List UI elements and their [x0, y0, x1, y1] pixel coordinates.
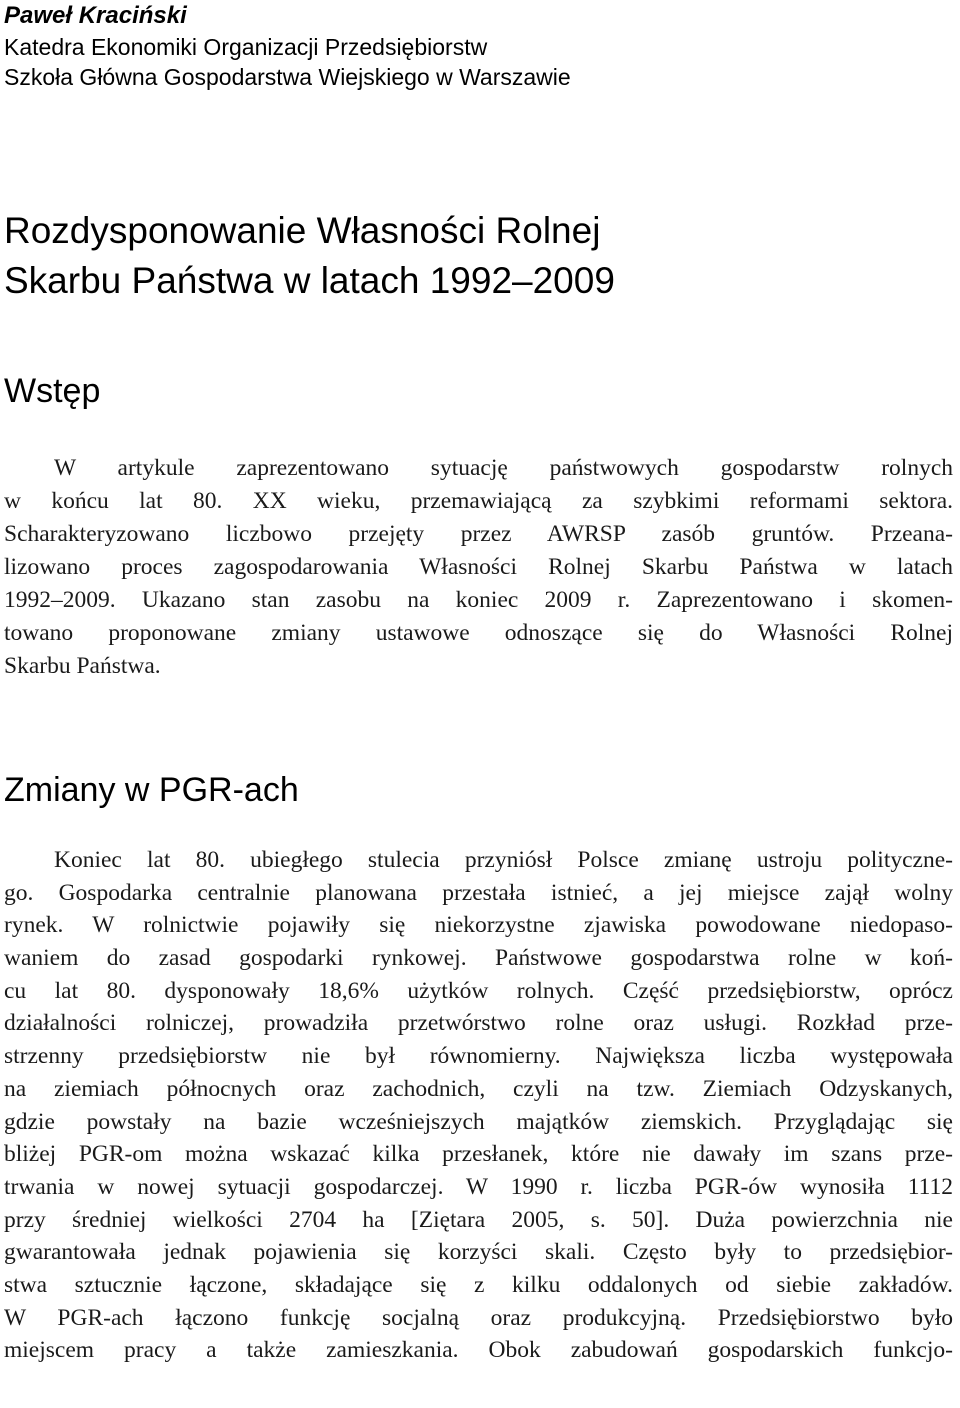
pgr-paragraph	[4, 844, 953, 1367]
paragraph-line: go. Gospodarka centralnie planowana przestała istnieć, a jej miejsce zajął wolny	[4, 879, 953, 906]
intro-paragraph	[4, 452, 953, 683]
paragraph-line: rynek. W rolnictwie pojawiły się niekorzystne zjawiska powodowane niedopaso-	[4, 912, 953, 939]
paragraph-line: towano proponowane zmiany ustawowe odnoszące się do Własności Rolnej	[4, 620, 953, 646]
author-block	[4, 0, 954, 92]
paragraph-line: Scharakteryzowano liczbowo przejęty przez AWRSP zasób gruntów. Przeana-	[4, 521, 953, 547]
author-university: Szkoła Główna Gospodarstwa Wiejskiego w Warszawie	[4, 64, 571, 90]
paragraph-line: bliżej PGR-om można wskazać kilka przesłanek, które nie dawały im szans prze-	[4, 1141, 953, 1168]
paragraph-line: cu lat 80. dysponowały 18,6% użytków rolnych. Część przedsiębiorstw, oprócz	[4, 977, 953, 1004]
paragraph-line: przy średniej wielkości 2704 ha [Ziętara 2005, s. 50]. Duża powierzchnia nie	[4, 1206, 953, 1233]
paragraph-line: waniem do zasad gospodarki rynkowej. Państwowe gospodarstwa rolne w koń-	[4, 945, 953, 972]
paragraph-line: gdzie powstały na bazie wcześniejszych majątków ziemskich. Przyglądając się	[4, 1108, 953, 1135]
paragraph-line: stwa sztucznie łączone, składające się z kilku oddalonych od siebie zakładów.	[4, 1271, 953, 1298]
paragraph-line: w końcu lat 80. XX wieku, przemawiającą za szybkimi reformami sektora.	[4, 488, 953, 514]
paragraph-line: trwania w nowej sytuacji gospodarczej. W 1990 r. liczba PGR-ów wynosiła 1112	[4, 1173, 953, 1200]
author-name: Paweł Kraciński	[4, 2, 187, 29]
paragraph-line: gwarantowała jednak pojawienia się korzyści skali. Często były to przedsiębior-	[4, 1239, 953, 1266]
paragraph-line: działalności rolniczej, prowadziła przetwórstwo rolne oraz usługi. Rozkład prze-	[4, 1010, 953, 1037]
paragraph-line: miejscem pracy a także zamieszkania. Obok zabudowań gospodarskich funkcjo-	[4, 1337, 953, 1364]
article-title-line-1: Rozdysponowanie Własności Rolnej	[4, 210, 601, 251]
paragraph-line: strzenny przedsiębiorstw nie był równomierny. Największa liczba występowała	[4, 1043, 953, 1070]
section-heading-intro: Wstęp	[4, 372, 101, 410]
paragraph-line: Skarbu Państwa.	[4, 653, 161, 679]
author-department: Katedra Ekonomiki Organizacji Przedsiębiorstw	[4, 34, 488, 60]
article-title	[4, 206, 954, 306]
section-heading-pgr: Zmiany w PGR-ach	[4, 771, 299, 809]
paragraph-line: na ziemiach północnych oraz zachodnich, czyli na tzw. Ziemiach Odzyskanych,	[4, 1075, 953, 1102]
paragraph-line: 1992–2009. Ukazano stan zasobu na koniec 2009 r. Zaprezentowano i skomen-	[4, 587, 953, 613]
paragraph-line: lizowano proces zagospodarowania Własności Rolnej Skarbu Państwa w latach	[4, 554, 953, 580]
paragraph-line: W artykule zaprezentowano sytuację państwowych gospodarstw rolnych	[54, 455, 953, 481]
paragraph-line: W PGR-ach łączono funkcję socjalną oraz produkcyjną. Przedsiębiorstwo było	[4, 1304, 953, 1331]
paragraph-line: Koniec lat 80. ubiegłego stulecia przyniósł Polsce zmianę ustroju polityczne-	[54, 847, 953, 873]
article-title-line-2: Skarbu Państwa w latach 1992–2009	[4, 260, 615, 301]
